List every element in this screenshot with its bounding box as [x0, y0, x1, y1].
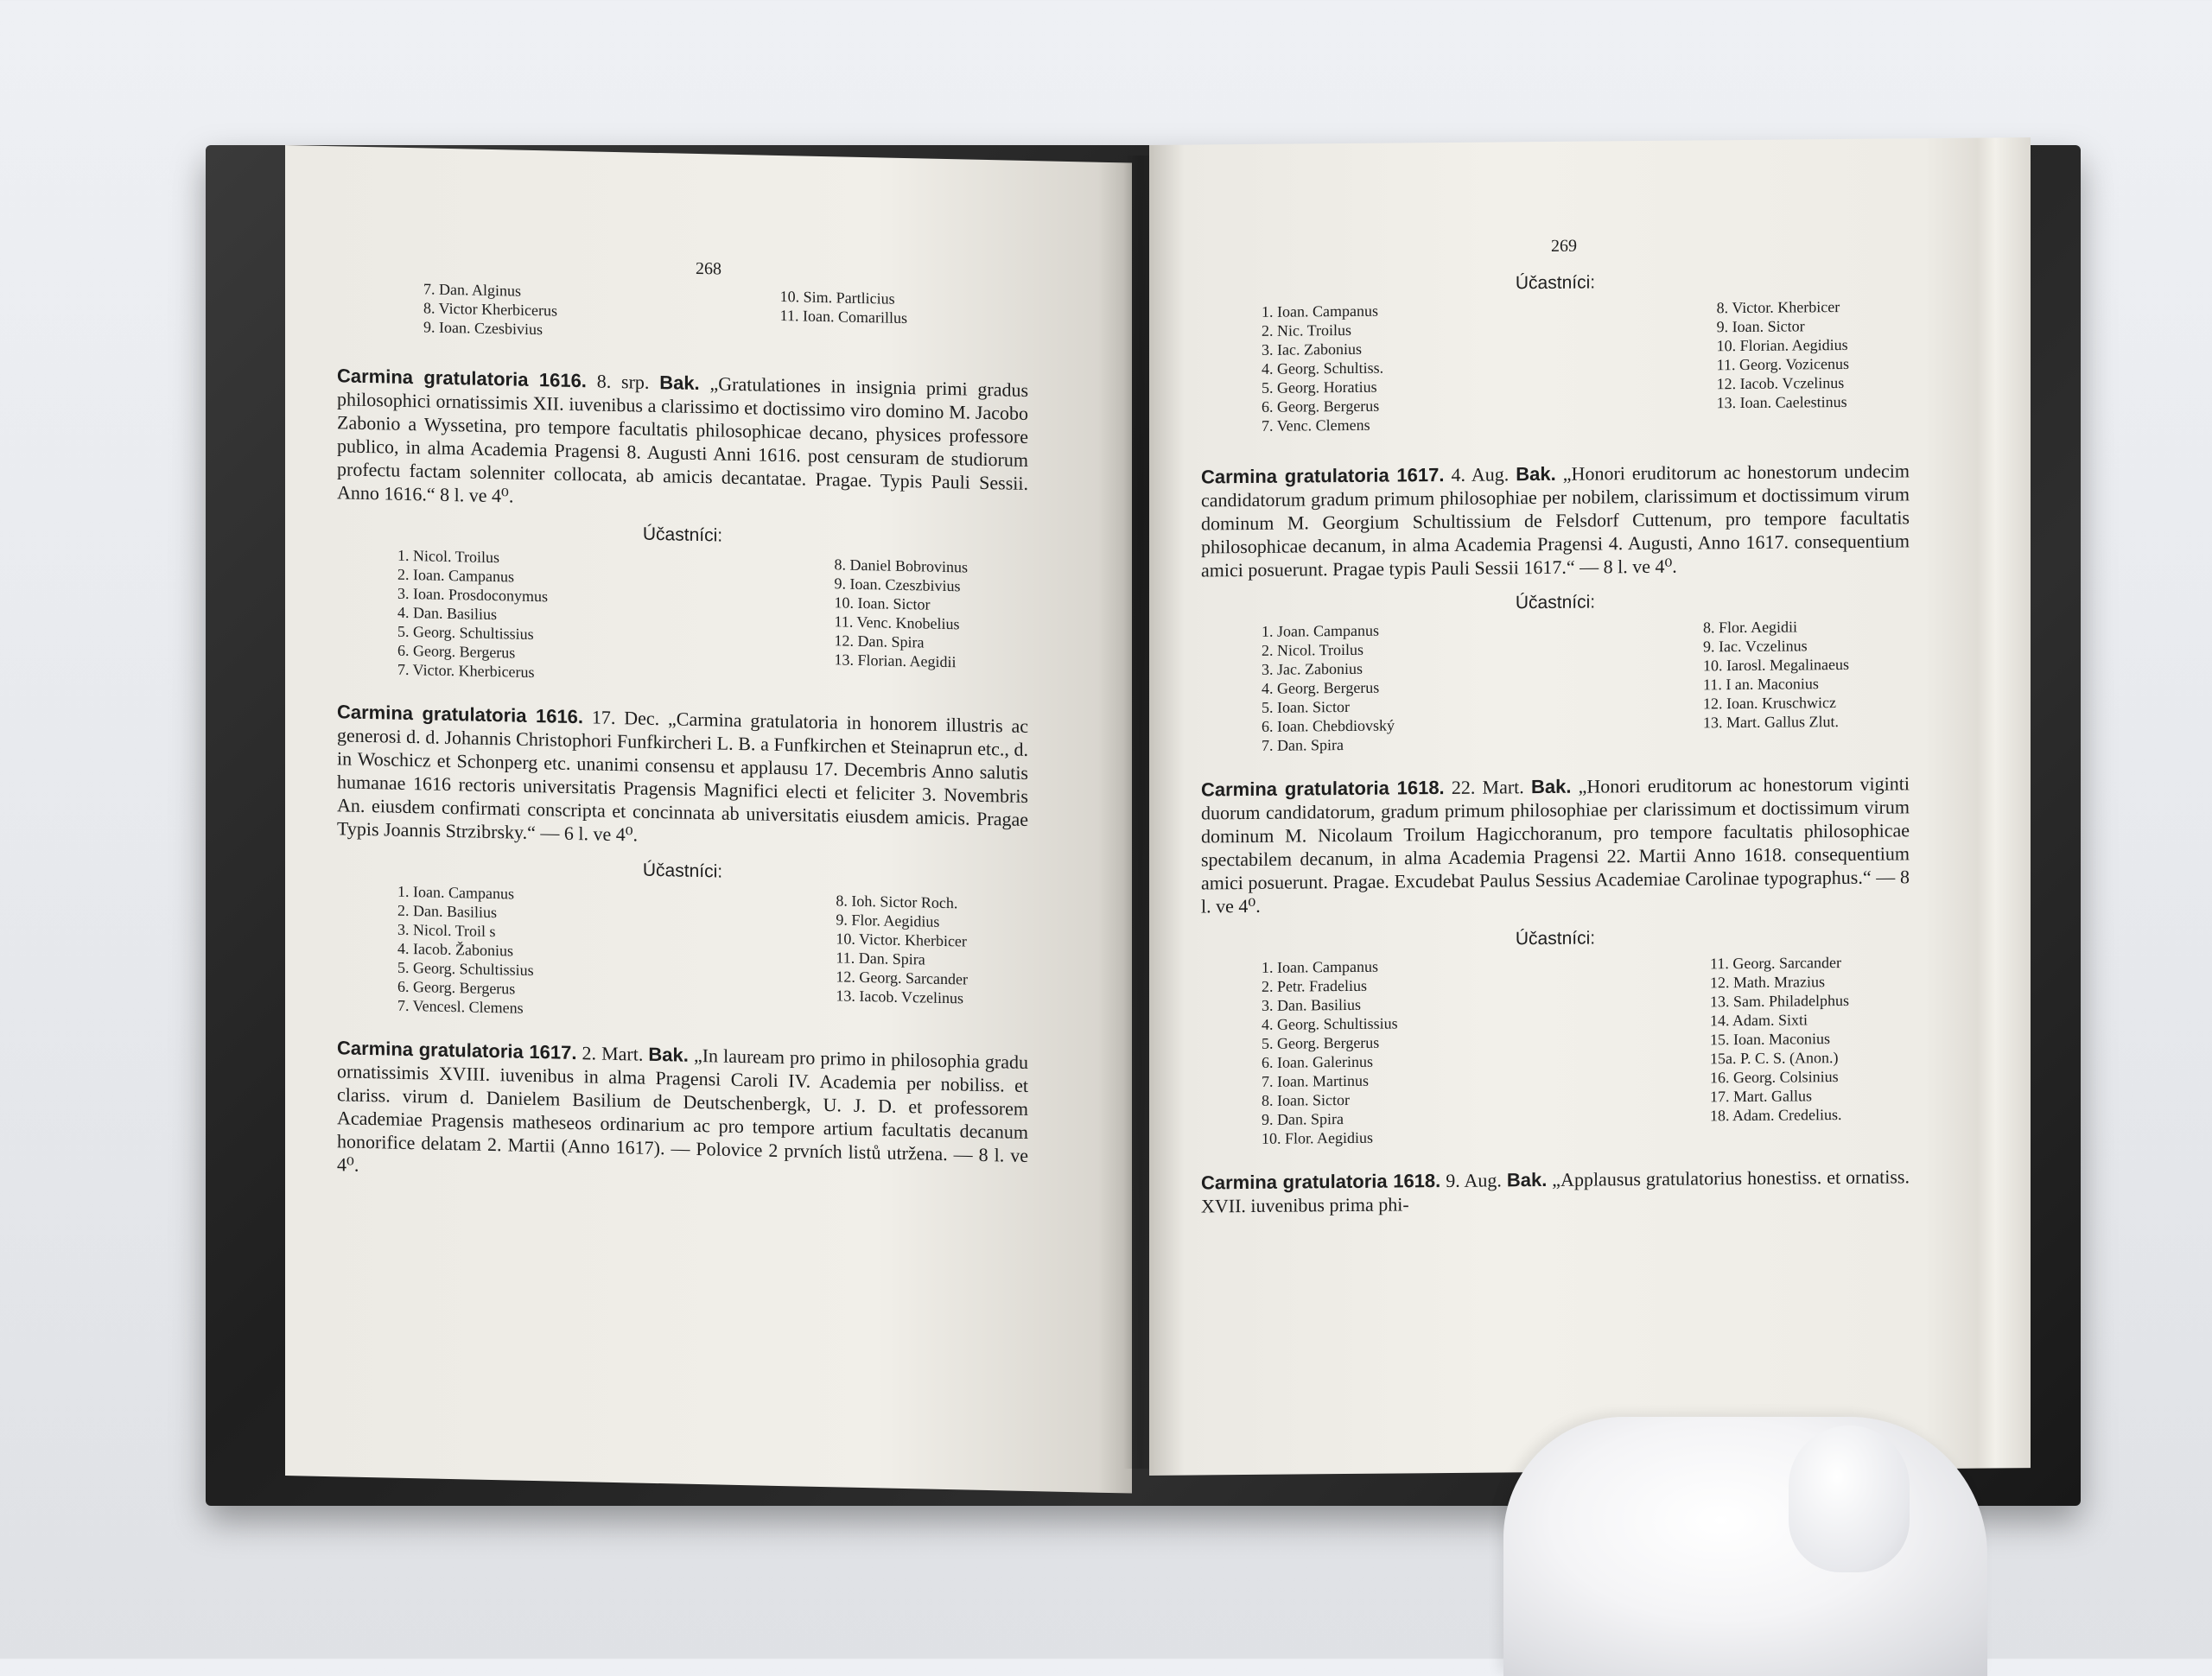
list-item: 4. Iacob. Žabonius — [397, 939, 513, 960]
list-item: 14. Adam. Sixti — [1710, 1011, 1808, 1030]
list-item: 3. Nicol. Troil s — [397, 920, 496, 941]
list-item: 13. Ioan. Caelestinus — [1716, 392, 1847, 412]
list-item: 12. Ioan. Kruschwicz — [1703, 694, 1836, 713]
list-item: 7. Ioan. Martinus — [1262, 1071, 1369, 1090]
entry-text: „Applausus gratulatorius honestiss. et ornatiss. XVII. iuvenibus prima phi- — [1201, 1165, 1910, 1217]
list-item: 8. Victor. Kherbicer — [1716, 298, 1840, 317]
list-item: 7. Vencesl. Clemens — [397, 996, 524, 1017]
list-item: 11. Venc. Knobelius — [834, 613, 960, 633]
catalog-entry — [337, 700, 1028, 1028]
entry-date: 2. Mart. — [582, 1042, 644, 1065]
list-item: 13. Iacob. Vczelinus — [836, 987, 963, 1007]
entry-title: Carmina gratulatoria 1616. — [337, 701, 584, 728]
list-item: 13. Florian. Aegidii — [834, 651, 957, 671]
list-item: 12. Georg. Sarcander — [836, 968, 968, 988]
entry-date: 22. Mart. — [1451, 776, 1524, 798]
list-item: 4. Georg. Bergerus — [1262, 678, 1380, 697]
left-entries — [337, 364, 1028, 1213]
list-item: 4. Georg. Schultissius — [1262, 1014, 1398, 1033]
list-item: 11. Georg. Sarcander — [1710, 954, 1841, 973]
list-item: 9. Ioan. Czesbivius — [423, 318, 543, 339]
participants-label: Účastníci: — [1515, 592, 1596, 613]
participants-list — [1201, 952, 1910, 1148]
list-item: 10. Sim. Partlicius — [779, 287, 895, 308]
list-item: 6. Georg. Bergerus — [397, 977, 516, 998]
left-page — [285, 145, 1132, 1494]
list-item: 12. Dan. Spira — [834, 632, 925, 651]
list-item: 8. Ioan. Sictor — [1262, 1090, 1350, 1109]
participants-list — [1201, 616, 1910, 755]
entry-title: Carmina gratulatoria 1618. — [1201, 777, 1445, 801]
list-item: 12. Iacob. Vczelinus — [1716, 373, 1845, 393]
list-item: 10. Florian. Aegidius — [1716, 335, 1848, 355]
list-item: 4. Dan. Basilius — [397, 603, 497, 624]
entry-title: Carmina gratulatoria 1617. — [337, 1037, 577, 1064]
list-item: 5. Georg. Horatius — [1262, 378, 1377, 397]
list-item: 6. Ioan. Chebdiovský — [1262, 716, 1395, 735]
list-item: 12. Math. Mrazius — [1710, 973, 1825, 992]
list-item: 6. Georg. Bergerus — [1262, 397, 1380, 416]
entry-date: 9. Aug. — [1446, 1169, 1502, 1192]
entry-title: Carmina gratulatoria 1616. — [337, 365, 587, 392]
list-item: 2. Nicol. Troilus — [1262, 640, 1364, 659]
list-item: 3. Iac. Zabonius — [1262, 340, 1362, 359]
entry-text: „Honori eruditorum ac honestorum undecim candidatorum gradum primum philosophiae per nobilem, clarissimum et doctissimum virum dominum M. Georgium Schultissium de Felsdorf Cuttenum, pro tempore facultatis philosophicae decanum, in alma Academia Pragensi 4. Augusti, Anno 1617. consequentium amici posuerunt. Pragae typis Pauli Sessii 1617.“ — 8 l. ve 4⁰. — [1201, 460, 1910, 581]
catalog-entry — [337, 364, 1028, 692]
entry-title: Carmina gratulatoria 1618. — [1201, 1170, 1441, 1194]
list-item: 9. Dan. Spira — [1262, 1110, 1344, 1128]
list-item: 13. Sam. Philadelphus — [1710, 991, 1849, 1011]
list-item: 16. Georg. Colsinius — [1710, 1068, 1839, 1087]
list-item: 5. Georg. Bergerus — [1262, 1033, 1380, 1052]
catalog-entry — [1201, 459, 1910, 755]
left-top-list — [423, 279, 907, 346]
entry-date: 8. srp. — [596, 370, 650, 393]
entry-date: 4. Aug. — [1451, 463, 1510, 486]
catalog-entry — [337, 1036, 1028, 1190]
list-item: 11. Georg. Vozicenus — [1716, 354, 1849, 374]
participants-label: Účastníci: — [642, 860, 723, 882]
entry-text: „Carmina gratulatoria in honorem illustris ac generosi d. d. Johannis Christophori Funfkircheri L. B. a Funfkirchen et Steinaprun etc., d. in Woschicz et Schonperg etc. unanimi consensu et applausu 17. Decembris Anno salutis humanae 1616 rectoris universitatis Pragensis Magnifici electi et feliciter 3. Novembris An. eiusdem confirmati conscripta et concinnata ab universitatis eiusdem amicis. Pragae Typis Joannis Strzibrsky.“ — 6 l. ve 4⁰. — [337, 708, 1029, 846]
list-item: 3. Jac. Zabonius — [1262, 659, 1363, 678]
page-number-right: 269 — [1551, 236, 1577, 256]
list-item: 3. Dan. Basilius — [1262, 995, 1361, 1014]
participants-label: Účastníci: — [642, 524, 723, 546]
list-item: 9. Iac. Vczelinus — [1703, 637, 1808, 656]
list-item: 1. Ioan. Campanus — [1262, 302, 1378, 321]
entry-date: 17. Dec. — [591, 706, 660, 730]
list-item: 18. Adam. Credelius. — [1710, 1106, 1842, 1125]
entry-text: „Gratulationes in insignia primi gradus philosophici ornatissimis XII. iuvenibus a clarissimo et doctissimo viro domino M. Jacobo Zabonio a Wyssetina, pro tempore facultatis philosophicae decano, physices professore publico, in alma Academia Pragensi 8. Augusti Anni 1616. post censuram de studiorum profectu factam solenniter collocata, ab amicis decantatae. Pragae. Typis Pauli Sessii. Anno 1616.“ 8 l. ve 4⁰. — [337, 372, 1029, 507]
right-entries — [1201, 268, 1910, 1240]
list-item: 8. Flor. Aegidii — [1703, 618, 1798, 637]
gloved-hand — [1503, 1417, 1987, 1676]
participants-list — [337, 544, 1028, 692]
list-item: 10. Victor. Kherbicer — [836, 930, 967, 950]
list-item: 11. Dan. Spira — [836, 949, 925, 968]
entry-bak: Bak. — [659, 371, 700, 395]
participants-label: Účastníci: — [1515, 928, 1596, 949]
list-item: 15. Ioan. Maconius — [1710, 1030, 1830, 1049]
list-item: 1. Joan. Campanus — [1262, 621, 1379, 640]
entry-bak: Bak. — [1530, 775, 1572, 798]
list-item: 2. Dan. Basilius — [397, 901, 497, 922]
list-item: 2. Ioan. Campanus — [397, 565, 514, 586]
entry-bak: Bak. — [1516, 462, 1556, 486]
list-item: 10. Flor. Aegidius — [1262, 1128, 1374, 1147]
catalog-entry — [1201, 1165, 1910, 1217]
list-item: 6. Georg. Bergerus — [397, 641, 516, 662]
list-item: 2. Petr. Fradelius — [1262, 976, 1367, 995]
list-item: 7. Dan. Spira — [1262, 736, 1344, 754]
left-top-col1 — [423, 279, 557, 339]
list-item: 10. Ioan. Sictor — [834, 594, 931, 613]
list-item: 7. Dan. Alginus — [423, 280, 522, 300]
participants-label: Účastníci: — [1515, 272, 1596, 294]
list-item: 1. Ioan. Campanus — [397, 882, 514, 903]
entry-title: Carmina gratulatoria 1617. — [1201, 464, 1445, 488]
catalog-entry — [1201, 771, 1910, 1148]
entry-text: „In lauream pro primo in philosophia gradu ornatissimis XVIII. iuvenibus in alma Pragensi Caroli IV. Academia per nobiliss. et clariss. virum d. Danielem Basilium de Deutschenbergk, U. J. D. et professorem Academiae Pragensis matheseos ordinarium ac pro tempore artium facultatis decanum honorifice delatam 2. Martii (Anno 1617). — Polovice 2 prvních listů utržena. — 8 l. ve 4⁰. — [337, 1044, 1028, 1176]
list-item: 5. Georg. Schultissius — [397, 958, 534, 980]
list-item: 6. Ioan. Galerinus — [1262, 1052, 1373, 1071]
list-item: 13. Mart. Gallus Zlut. — [1703, 713, 1840, 732]
list-item: 1. Nicol. Troilus — [397, 546, 500, 567]
list-item: 17. Mart. Gallus — [1710, 1087, 1812, 1106]
list-item: 11. I an. Maconius — [1703, 675, 1819, 694]
list-item: 2. Nic. Troilus — [1262, 321, 1352, 340]
list-item: 9. Ioan. Sictor — [1716, 317, 1805, 336]
list-item: 11. Ioan. Comarillus — [779, 306, 907, 327]
list-item: 8. Ioh. Sictor Roch. — [836, 892, 958, 912]
list-item: 9. Ioan. Czeszbivius — [834, 575, 961, 595]
entry-text: „Honori eruditorum ac honestorum viginti duorum candidatorum, gradum primum philosophiae per clarissimum et doctissimum virum dominum M. Nicolaum Troilum Hagicchoranum, pro tempore facultatis philosophicae spectabilem decanum, in alma Academia Pragensi 22. Martii Anno 1618. consequentium amici posuerunt. Pragae. Excudebat Paulus Sessius Academiae Carolinae typographus.“ — 8 l. ve 4⁰. — [1201, 772, 1910, 917]
list-item: 7. Victor. Kherbicerus — [397, 660, 535, 682]
list-item: 8. Daniel Bobrovinus — [834, 555, 968, 576]
participants-list — [1201, 296, 1910, 435]
list-item: 4. Georg. Schultiss. — [1262, 359, 1384, 378]
participants-list — [337, 880, 1028, 1028]
list-item: 3. Ioan. Prosdoconymus — [397, 584, 548, 606]
right-page — [1149, 137, 2031, 1476]
list-item: 10. Iarosl. Megalinaeus — [1703, 655, 1849, 675]
list-item: 5. Ioan. Sictor — [1262, 697, 1350, 716]
list-item: 1. Ioan. Campanus — [1262, 957, 1378, 976]
list-item: 9. Flor. Aegidius — [836, 911, 940, 930]
page-number-left: 268 — [696, 258, 721, 279]
entry-bak: Bak. — [1506, 1168, 1548, 1191]
list-item: 7. Venc. Clemens — [1262, 416, 1370, 435]
entry-bak: Bak. — [648, 1043, 689, 1066]
left-top-col2 — [780, 287, 907, 346]
list-item: 5. Georg. Schultissius — [397, 622, 534, 644]
list-item: 15a. P. C. S. (Anon.) — [1710, 1049, 1839, 1068]
list-item: 8. Victor Kherbicerus — [423, 299, 558, 320]
